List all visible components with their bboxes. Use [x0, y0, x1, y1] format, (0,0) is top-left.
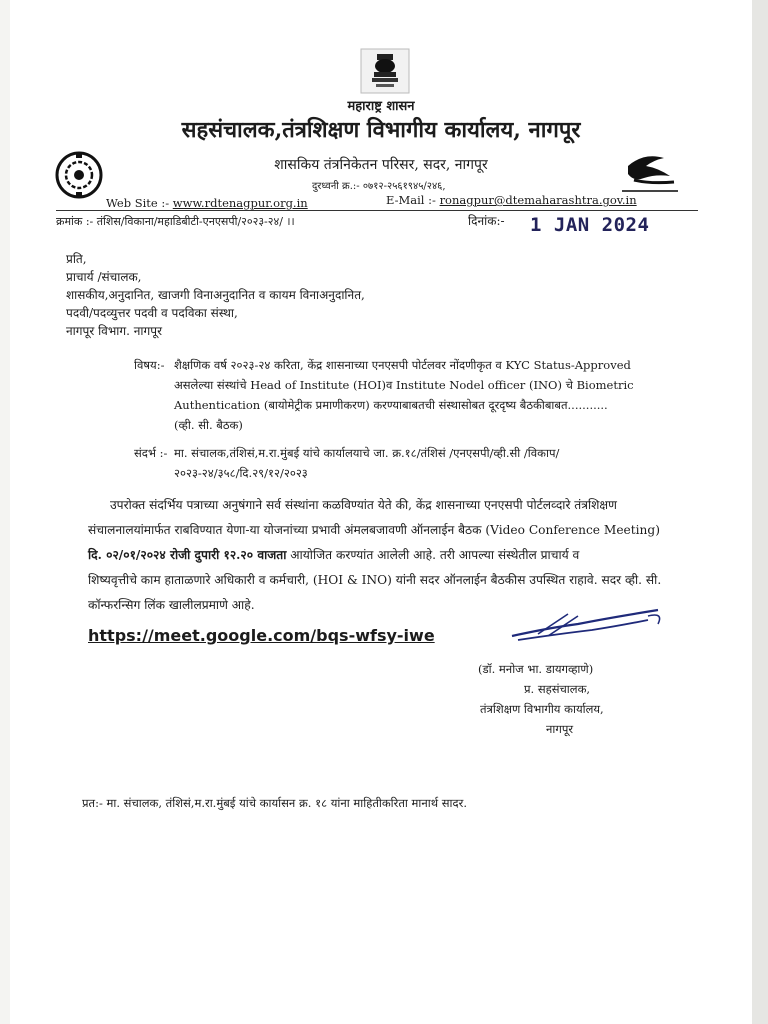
subject-line: Authentication (बायोमेट्रीक प्रमाणीकरण) करण्याबाबतची संस्थासोबत दूरदृष्य बैठकीबाबत........... — [174, 398, 608, 412]
signature-icon — [508, 606, 668, 646]
copy-to: प्रत:- मा. संचालक, तंशिसं,म.रा.मुंबई यांचे कार्यासन क्र. १८ यांना माहितीकरिता मानार्थ सादर. — [82, 796, 467, 810]
body-line: कॉन्फरन्सिग लिंक खालीलप्रमाणे आहे. — [88, 598, 255, 612]
recipient-line: नागपूर विभाग. नागपूर — [66, 324, 163, 338]
office-address: शासकिय तंत्रनिकेतन परिसर, सदर, नागपूर — [274, 157, 488, 173]
email-line — [386, 193, 637, 207]
recipient-line: शासकीय,अनुदानित, खाजगी विनाअनुदानित व कायम विनाअनुदानित, — [66, 288, 365, 302]
office-title: सहसंचालक,तंत्रशिक्षण विभागीय कार्यालय, नागपूर — [181, 117, 581, 143]
email-label: E-Mail :- — [386, 193, 436, 207]
website-label: Web Site :- — [106, 196, 170, 210]
recipient-line: प्राचार्य /संचालक, — [66, 270, 142, 284]
reference-line: मा. संचालक,तंशिसं,म.रा.मुंबई यांचे कार्यालयाचे जा. क्र.१८/तंशिसं /एनएसपी/व्ही.सी /विकाप/ — [174, 446, 560, 460]
reference-line: २०२३-२४/३५८/दि.२९/१२/२०२३ — [174, 466, 308, 480]
subject-line: शैक्षणिक वर्ष २०२३-२४ करिता, केंद्र शासनाच्या एनएसपी पोर्टलवर नोंदणीकृत व KYC Status-Approved — [174, 358, 631, 372]
date-stamp: 1 JAN 2024 — [530, 214, 650, 236]
meeting-link[interactable]: https://meet.google.com/bqs-wfsy-iwe — [88, 626, 435, 645]
signatory-office: तंत्रशिक्षण विभागीय कार्यालय, — [480, 702, 604, 716]
body-line: संचालनालयांमार्फत राबविण्यात येणा-या योजनांच्या प्रभावी अंमलबजावणी ऑनलाईन बैठक (Video Conference Meeting) — [88, 523, 660, 537]
meeting-datetime: दि. ०२/०१/२०२४ रोजी दुपारी १२.२० वाजता — [88, 548, 287, 562]
subject-line: (व्ही. सी. बैठक) — [174, 418, 243, 432]
date-label: दिनांक:- — [468, 214, 505, 228]
email-link[interactable]: ronagpur@dtemaharashtra.gov.in — [439, 193, 637, 207]
recipient-line: प्रति, — [66, 252, 87, 266]
signatory-designation: प्र. सहसंचालक, — [524, 682, 591, 696]
institution-logo-icon — [52, 150, 106, 200]
subject-label: विषय:- — [134, 358, 165, 372]
body-line — [88, 546, 579, 563]
reference-label: संदर्भ :- — [134, 446, 168, 460]
letter-page — [10, 0, 752, 1024]
signatory-name: (डॉ. मनोज भा. डायगव्हाणे) — [478, 662, 594, 676]
signatory-city: नागपूर — [546, 722, 574, 736]
body-line: उपरोक्त संदर्भिय पत्राच्या अनुषंगाने सर्व संस्थांना कळविण्यांत येते की, केंद्र शासनाच्या एनएसपी पोर्टलव्दारे तंत्रशिक्षण — [110, 498, 617, 512]
reference-number: क्रमांक :- तंशिस/विकाना/महाडिबीटी-एनएसपी/२०२३-२४/ ।। — [56, 215, 295, 228]
recipient-line: पदवी/पदव्युत्तर पदवी व पदविका संस्था, — [66, 306, 238, 320]
office-phone: दुरध्वनी क्र.:- ०७१२-२५६१९४५/२४६, — [312, 181, 446, 192]
scan-edge — [752, 0, 768, 1024]
website-line — [106, 196, 308, 210]
subject-line: असलेल्या संस्थांचे Head of Institute (HOI)व Institute Nodel officer (INO) चे Biometric — [174, 378, 634, 392]
body-line: शिष्यवृत्तीचे काम हाताळणारे अधिकारी व कर्मचारी, (HOI & INO) यांनी सदर ऑनलाईन बैठकीस उपस्थित राहावे. सदर व्ही. सी. — [88, 573, 662, 587]
national-emblem-icon — [360, 48, 410, 94]
government-name: महाराष्ट्र शासन — [347, 99, 415, 114]
body-text: आयोजित करण्यांत आलेली आहे. तरी आपल्या संस्थेतील प्राचार्य व — [286, 548, 580, 562]
website-link[interactable]: www.rdtenagpur.org.in — [172, 196, 308, 210]
header-divider — [56, 210, 698, 211]
